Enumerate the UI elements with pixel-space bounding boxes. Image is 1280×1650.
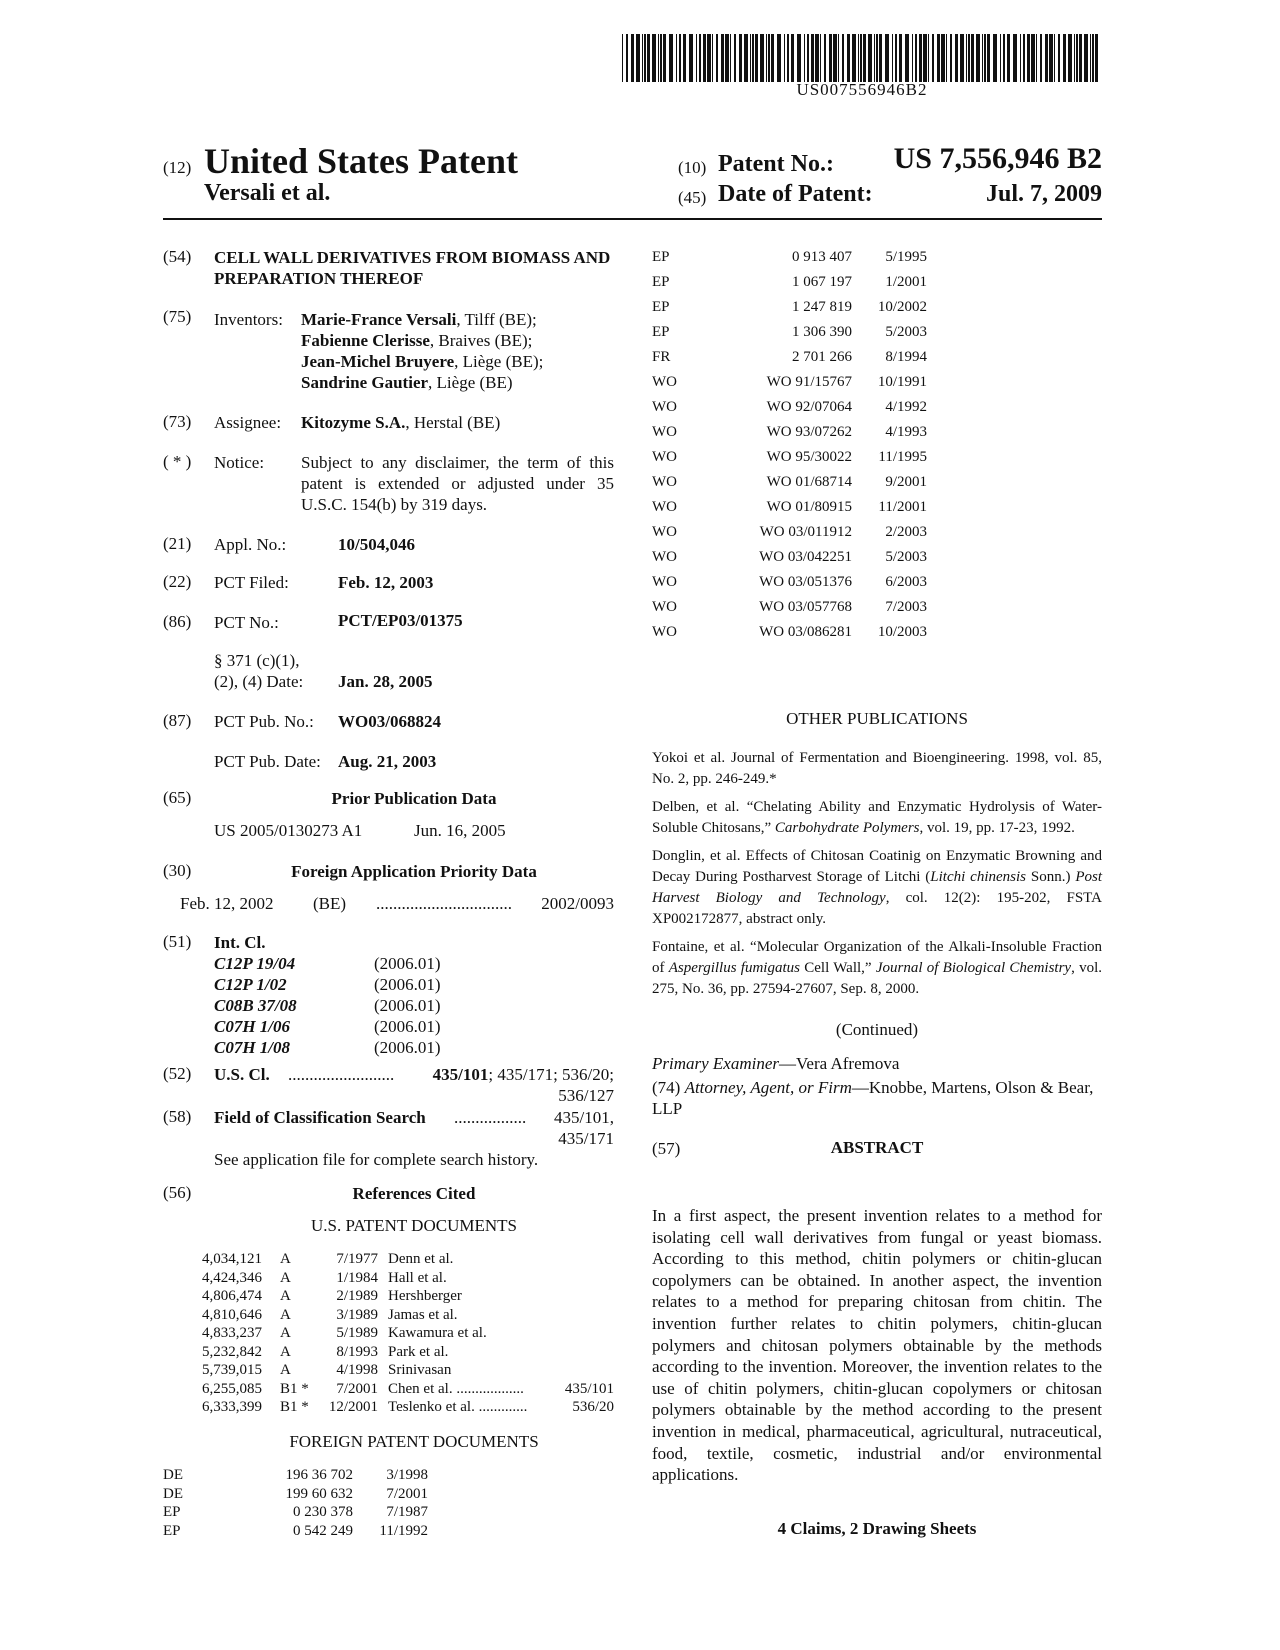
table-row: EP 1 067 197 1/2001 xyxy=(652,274,927,290)
field-number-75: (75) xyxy=(163,307,192,326)
abstract-text: In a first aspect, the present invention relates to a method for isolating cell wall derivatives from fungal or yeast biomass. According to this method, chitin polymers or chitin-glucan copolymers can be obtained. In another aspect, the invention relates to a method for preparing chitosan from chitin. The invention further relates to chitin polymers, chitin-glucan polymers and chitosan polymers obtainable by the methods according to the invention. Moreover, the invention relates to the use of chitin polymers, chitin-glucan copolymers or chitosan polymers obtainable by the method according to the present invention in medical, pharmaceutical, agricultural, nutraceutical, food, textile, cosmetic, industrial and/or environmental applications. xyxy=(652,1206,1102,1485)
barcode-bar xyxy=(923,34,927,82)
barcode-bar xyxy=(1076,34,1078,82)
barcode-bar xyxy=(852,34,856,82)
barcode-bar xyxy=(771,34,774,82)
field-number-57: (57) xyxy=(652,1139,681,1158)
barcode-bar xyxy=(660,34,662,82)
us-cl-values: 435/101; 435/171; 536/20; xyxy=(432,1065,614,1084)
barcode-bar xyxy=(669,34,673,82)
barcode-bar xyxy=(863,34,866,82)
inventor: Fabienne Clerisse, Braives (BE); xyxy=(301,331,533,350)
barcode-bar xyxy=(885,34,889,82)
search-history-note: See application file for complete search history. xyxy=(214,1150,539,1169)
priority-date: Feb. 12, 2002 xyxy=(180,894,274,913)
table-row: WO WO 01/80915 11/2001 xyxy=(652,499,927,515)
field-number-10: (10) xyxy=(678,158,707,177)
publication-entry: Yokoi et al. Journal of Fermentation and Bioengineering. 1998, vol. 85, No. 2, pp. 246-249.* xyxy=(652,750,1102,787)
claims-summary: 4 Claims, 2 Drawing Sheets xyxy=(777,1519,977,1538)
table-row: 6,333,399 B1 * 12/2001 Teslenko et al. ............. 536/20 xyxy=(202,1399,614,1415)
barcode-bar xyxy=(707,34,711,82)
barcode-bar xyxy=(755,34,758,82)
barcode-bar xyxy=(1092,34,1094,82)
barcode-bar xyxy=(744,34,748,82)
barcode-bar xyxy=(815,34,819,82)
field-number-21: (21) xyxy=(163,534,192,553)
primary-examiner: Primary Examiner—Vera Afremova xyxy=(652,1054,900,1073)
publication-entry: Donglin, et al. Effects of Chitosan Coatinig on Enzymatic Browning and Decay During Postharvest Storage of Litchi (Litchi chinensis Sonn.) Post Harvest Biology and Technology, col. 12(2): 195-202, FSTA XP002172877, abstract only. xyxy=(652,848,1102,927)
barcode-bar xyxy=(703,34,706,82)
header-divider xyxy=(163,218,1102,220)
assignee-label: Assignee: xyxy=(214,413,282,432)
priority-number: 2002/0093 xyxy=(541,894,614,913)
table-row: WO WO 92/07064 4/1992 xyxy=(652,399,927,415)
inventor: Sandrine Gautier, Liège (BE) xyxy=(301,373,513,392)
table-row: 4,034,121 A 7/1977 Denn et al. xyxy=(202,1251,454,1267)
table-row: WO WO 03/011912 2/2003 xyxy=(652,524,927,540)
barcode-bar xyxy=(676,34,677,82)
table-row: 4,810,646 A 3/1989 Jamas et al. xyxy=(202,1306,458,1323)
table-row: WO WO 03/086281 10/2003 xyxy=(652,624,927,640)
barcode-bar xyxy=(1074,34,1075,82)
section-371-date-label: (2), (4) Date: xyxy=(214,672,304,691)
barcode-bar xyxy=(919,34,922,82)
barcode-bar xyxy=(1095,34,1098,82)
inventor: Jean-Michel Bruyere, Liège (BE); xyxy=(301,352,544,371)
pct-pub-date: Aug. 21, 2003 xyxy=(338,752,437,771)
barcode-bar xyxy=(1090,34,1091,82)
barcode-bar xyxy=(899,34,902,82)
barcode-bar xyxy=(777,34,781,82)
foreign-priority-heading: Foreign Application Priority Data xyxy=(291,862,537,881)
barcode-bar xyxy=(712,34,713,82)
section-371-date: Jan. 28, 2005 xyxy=(338,672,433,691)
barcode-bar xyxy=(987,34,990,82)
barcode-bar xyxy=(842,34,844,82)
publication-entry: Delben, et al. “Chelating Ability and Enzymatic Hydrolysis of Water-Soluble Chitosans,” Carbohydrate Polymers, vol. 19, pp. 17-23, 1992. xyxy=(652,799,1102,836)
table-row: DE 196 36 702 3/1998 xyxy=(163,1467,428,1483)
us-cl-label: U.S. Cl. xyxy=(214,1065,270,1084)
barcode-bar xyxy=(647,34,650,82)
barcode-bar xyxy=(847,34,850,82)
pct-no: PCT/EP03/01375 xyxy=(338,611,463,630)
barcode-bar xyxy=(1000,34,1001,82)
barcode-bar xyxy=(644,34,646,82)
barcode-bar xyxy=(1040,34,1042,82)
table-row: WO WO 93/07262 4/1993 xyxy=(652,424,927,440)
us-cl-dots: ......................... xyxy=(288,1065,395,1084)
barcode-bar xyxy=(768,34,770,82)
other-publications-heading: OTHER PUBLICATIONS xyxy=(786,709,968,728)
barcode-bar xyxy=(829,34,832,82)
field-number-86: (86) xyxy=(163,612,192,631)
barcode-bar xyxy=(928,34,929,82)
barcode-bar xyxy=(1084,34,1088,82)
barcode-bar xyxy=(1049,34,1053,82)
table-row: 5,232,842 A 8/1993 Park et al. xyxy=(202,1343,449,1360)
barcode-bar xyxy=(804,34,805,82)
barcode-bar xyxy=(721,34,724,82)
publication-entry: Fontaine, et al. “Molecular Organization of the Alkali-Insoluble Fraction of Aspergillus fumigatus Cell Wall,” Journal of Biological Chemistry, vol. 275, No. 36, pp. 27594-27607, Sep. 8, 2000. xyxy=(652,939,1103,997)
inventor: Marie-France Versali, Tilff (BE); xyxy=(301,310,537,329)
barcode-bar xyxy=(752,34,754,82)
barcode-bar xyxy=(750,34,751,82)
assignee: Kitozyme S.A., Herstal (BE) xyxy=(301,413,501,432)
foreign-patent-docs-table-right xyxy=(652,245,952,645)
barcode-bar xyxy=(1058,34,1060,82)
foreign-patent-docs-table-left xyxy=(163,1466,463,1540)
table-row: WO WO 03/057768 7/2003 xyxy=(652,599,927,615)
barcode-bar xyxy=(966,34,967,82)
section-371-label: § 371 (c)(1), xyxy=(214,651,300,670)
barcode-bar xyxy=(976,34,980,82)
barcode-bar xyxy=(1036,34,1037,82)
inventors-list xyxy=(301,309,621,393)
barcode-bar xyxy=(689,34,693,82)
barcode-bar xyxy=(730,34,731,82)
us-cl-values-line2: 536/127 xyxy=(558,1086,614,1105)
barcode-bar xyxy=(1007,34,1010,82)
barcode-image xyxy=(622,34,1102,82)
barcode-bar xyxy=(631,34,634,82)
barcode-bar xyxy=(734,34,736,82)
barcode-bar xyxy=(960,34,964,82)
barcode-bar xyxy=(1027,34,1030,82)
table-row: WO WO 91/15767 10/1991 xyxy=(652,374,927,390)
field-search-label: Field of Classification Search xyxy=(214,1108,426,1127)
field-number-58: (58) xyxy=(163,1107,192,1126)
barcode-bar xyxy=(811,34,814,82)
barcode-bar xyxy=(636,34,640,82)
us-patent-docs-heading: U.S. PATENT DOCUMENTS xyxy=(311,1216,517,1235)
prior-publication-number: US 2005/0130273 A1 xyxy=(214,821,363,840)
barcode-bar xyxy=(739,34,742,82)
table-row: EP 1 306 390 5/2003 xyxy=(652,324,927,340)
field-number-54: (54) xyxy=(163,247,192,266)
barcode-bar xyxy=(699,34,701,82)
barcode-bar xyxy=(766,34,767,82)
barcode-bar xyxy=(858,34,859,82)
references-cited-heading: References Cited xyxy=(352,1184,476,1203)
pct-pub-no-label: PCT Pub. No.: xyxy=(214,712,314,731)
barcode-bar xyxy=(658,34,659,82)
barcode-bar xyxy=(679,34,681,82)
barcode-bar xyxy=(791,34,794,82)
barcode-bar xyxy=(993,34,997,82)
date-of-patent: Jul. 7, 2009 xyxy=(985,181,1102,207)
pct-pub-date-label: PCT Pub. Date: xyxy=(214,752,321,771)
barcode-bar xyxy=(1054,34,1055,82)
barcode-bar xyxy=(696,34,697,82)
barcode-bar xyxy=(879,34,882,82)
barcode-bar xyxy=(912,34,913,82)
barcode-bar xyxy=(760,34,764,82)
field-search-dots: ................. xyxy=(454,1108,527,1127)
barcode-bar xyxy=(626,34,628,82)
barcode-bar xyxy=(874,34,875,82)
barcode-bar xyxy=(787,34,789,82)
barcode-bar xyxy=(892,34,893,82)
invention-title: CELL WALL DERIVATIVES FROM BIOMASS AND PREPARATION THEREOF xyxy=(214,248,611,288)
patent-number: US 7,556,946 B2 xyxy=(893,142,1102,175)
date-of-patent-label: Date of Patent: xyxy=(718,181,873,207)
barcode-bar xyxy=(1045,34,1048,82)
inventors-label: Inventors: xyxy=(214,310,283,329)
notice-label: Notice: xyxy=(214,453,265,472)
table-row: 4,424,346 A 1/1984 Hall et al. xyxy=(202,1269,447,1286)
table-row: 4,806,474 A 2/1989 Hershberger xyxy=(202,1288,462,1304)
barcode-bar xyxy=(946,34,947,82)
table-row: 5,739,015 A 4/1998 Srinivasan xyxy=(202,1362,452,1378)
table-row: EP 1 247 819 10/2002 xyxy=(652,299,927,315)
pct-pub-no: WO03/068824 xyxy=(338,712,441,731)
field-number-45: (45) xyxy=(678,188,707,207)
prior-publication-date: Jun. 16, 2005 xyxy=(414,821,506,840)
barcode-bar xyxy=(1031,34,1035,82)
table-row: FR 2 701 266 8/1994 xyxy=(652,349,927,365)
barcode-bar xyxy=(982,34,983,82)
foreign-patent-docs-heading: FOREIGN PATENT DOCUMENTS xyxy=(289,1432,539,1451)
barcode-bar xyxy=(642,34,643,82)
barcode-bar xyxy=(1079,34,1082,82)
prior-publication-heading: Prior Publication Data xyxy=(331,789,497,808)
barcode-bar xyxy=(984,34,986,82)
barcode-bar xyxy=(860,34,862,82)
field-number-51: (51) xyxy=(163,932,192,951)
field-number-30: (30) xyxy=(163,861,192,880)
table-row: 6,255,085 B1 * 7/2001 Chen et al. .................. 435/101 xyxy=(202,1380,614,1397)
barcode-bar xyxy=(663,34,666,82)
appl-no-label: Appl. No.: xyxy=(214,535,287,554)
table-row: WO WO 01/68714 9/2001 xyxy=(652,474,927,490)
table-row: DE 199 60 632 7/2001 xyxy=(163,1485,428,1502)
patent-no-label: Patent No.: xyxy=(718,151,834,177)
field-number-73: (73) xyxy=(163,412,192,431)
barcode-bar xyxy=(876,34,878,82)
table-row: 4,833,237 A 5/1989 Kawamura et al. xyxy=(202,1325,487,1341)
priority-dots: ................................ xyxy=(376,894,512,913)
pct-no-label: PCT No.: xyxy=(214,613,279,632)
field-number-56: (56) xyxy=(163,1183,192,1202)
barcode-bar xyxy=(824,34,826,82)
barcode-bar xyxy=(1003,34,1005,82)
barcode-bar xyxy=(1013,34,1017,82)
table-row: EP 0 542 249 11/1992 xyxy=(163,1522,428,1539)
int-cl-label: Int. Cl. xyxy=(214,933,266,952)
barcode-bar xyxy=(652,34,656,82)
barcode-bar xyxy=(833,34,837,82)
barcode-bar xyxy=(950,34,952,82)
notice-text: Subject to any disclaimer, the term of this patent is extended or adjusted under 35 U.S.C. 154(b) by 319 days. xyxy=(301,453,614,514)
barcode-bar xyxy=(955,34,958,82)
other-publications-list xyxy=(652,748,1102,1007)
barcode-bar xyxy=(807,34,809,82)
table-row: WO WO 03/051376 6/2003 xyxy=(652,574,927,590)
barcode-bar xyxy=(1023,34,1025,82)
pct-filed-label: PCT Filed: xyxy=(214,573,289,592)
barcode-bar xyxy=(716,34,718,82)
pct-filed: Feb. 12, 2003 xyxy=(338,573,434,592)
notice-marker: ( * ) xyxy=(163,452,192,471)
field-number-52: (52) xyxy=(163,1064,192,1083)
barcode-bar xyxy=(622,34,623,82)
barcode-bar xyxy=(838,34,839,82)
barcode-bar xyxy=(932,34,934,82)
barcode-bar xyxy=(941,34,945,82)
barcode-bar xyxy=(797,34,801,82)
continued-note: (Continued) xyxy=(835,1020,919,1039)
us-patent-docs-table xyxy=(202,1250,614,1417)
barcode-bar xyxy=(820,34,821,82)
patent-type-title: United States Patent xyxy=(204,141,518,181)
barcode-bar xyxy=(937,34,940,82)
barcode-bar xyxy=(725,34,729,82)
document-id: US007556946B2 xyxy=(796,80,928,99)
priority-country: (BE) xyxy=(313,894,347,913)
attorney: (74) Attorney, Agent, or Firm—Knobbe, Martens, Olson & Bear, LLP xyxy=(652,1078,1094,1118)
table-row: EP 0 230 378 7/1987 xyxy=(163,1504,428,1520)
barcode-bar xyxy=(784,34,785,82)
field-search-value: 435/101, xyxy=(554,1108,614,1127)
barcode-bar xyxy=(968,34,970,82)
field-number-12: (12) xyxy=(163,158,192,177)
barcode-bar xyxy=(971,34,974,82)
table-row: EP 0 913 407 5/1995 xyxy=(652,249,927,265)
table-row: WO WO 95/30022 11/1995 xyxy=(652,449,927,465)
authors: Versali et al. xyxy=(204,180,331,206)
field-number-65: (65) xyxy=(163,788,192,807)
field-number-87: (87) xyxy=(163,711,192,730)
barcode-bar xyxy=(1063,34,1066,82)
barcode-bar xyxy=(1020,34,1021,82)
barcode-bar xyxy=(895,34,897,82)
barcode-bar xyxy=(915,34,917,82)
barcode-bar xyxy=(1068,34,1072,82)
table-row: WO WO 03/042251 5/2003 xyxy=(652,549,927,565)
appl-no: 10/504,046 xyxy=(338,535,415,554)
barcode-bar xyxy=(868,34,872,82)
barcode-bar xyxy=(905,34,909,82)
abstract-heading: ABSTRACT xyxy=(830,1138,924,1157)
field-number-22: (22) xyxy=(163,572,192,591)
barcode-bar xyxy=(683,34,686,82)
field-search-value-line2: 435/171 xyxy=(558,1129,614,1148)
